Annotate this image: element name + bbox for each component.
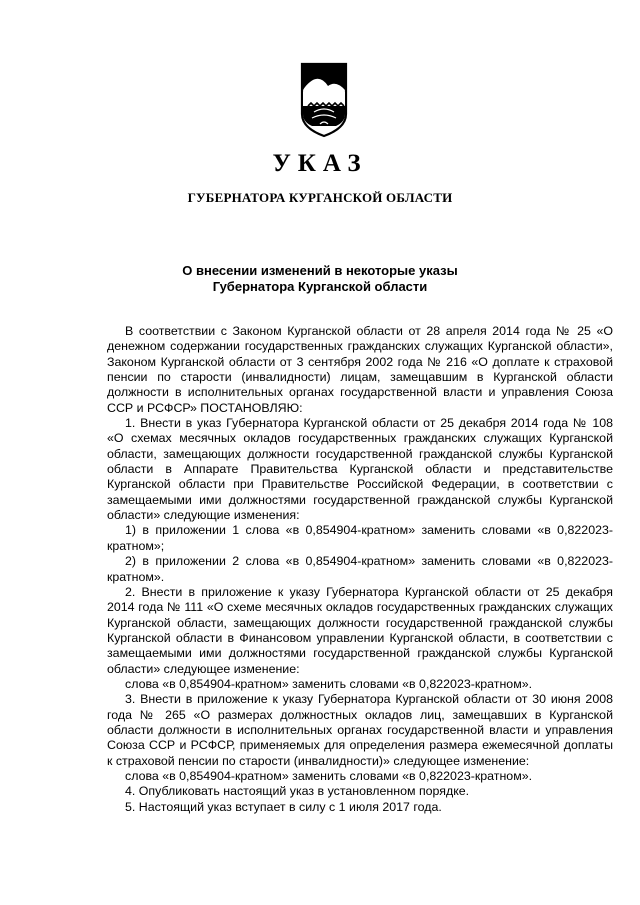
kurgan-coat-of-arms-icon [300, 62, 348, 138]
decree-heading [0, 263, 640, 295]
paragraph-2: 2. Внести в приложение к указу Губернатора Курганской области от 25 декабря 2014 года № 111 «О схеме месячных окладов государственных гражданских служащих Курганской области, замещающих должности государственной гражданской службы Курганской области в Финансовом управлении Курганской области, в соответствии с замещаемыми ими должностями государственной гражданской службы Курганской области» следующее изменение: [107, 584, 613, 676]
paragraph-3: 3. Внести в приложение к указу Губернатора Курганской области от 30 июня 2008 года № 265 «О размерах должностных окладов лиц, замещавших в Курганской области должности в исполнительных органах государственной власти и управления Союза ССР и РСФСР, применяемых для определения размера ежемесячной доплаты к страховой пенсии по старости (инвалидности)» следующее изменение: [107, 692, 613, 768]
paragraph-3-words: слова «в 0,854904-кратном» заменить словами «в 0,822023-кратном». [125, 768, 533, 783]
document-subtitle: ГУБЕРНАТОРА КУРГАНСКОЙ ОБЛАСТИ [187, 190, 453, 205]
paragraph-1-item-2: 2) в приложении 2 слова «в 0,854904-кратном» заменить словами «в 0,822023-кратном». [107, 554, 613, 584]
paragraph-5: 5. Настоящий указ вступает в силу с 1 июля 2017 года. [125, 799, 442, 814]
document-title: УКАЗ [272, 150, 368, 177]
heading-line-2: Губернатора Курганской области [212, 279, 428, 294]
paragraph-1-item-1: 1) в приложении 1 слова «в 0,854904-кратном» заменить словами «в 0,822023-кратном»; [107, 523, 613, 553]
paragraph-2-words: слова «в 0,854904-кратном» заменить словами «в 0,822023-кратном». [125, 676, 533, 691]
paragraph-4: 4. Опубликовать настоящий указ в установленном порядке. [125, 784, 470, 799]
decree-body [107, 324, 613, 815]
paragraph-1: 1. Внести в указ Губернатора Курганской области от 25 декабря 2014 года № 108 «О схемах месячных окладов государственных гражданских служащих Курганской области, замещающих должности государственной гражданской службы Курганской области в Аппарате Правительства Курганской области и представительстве Курганской области при Правительстве Российской Федерации, в соответствии с замещаемыми ими должностями государственной гражданской службы Курганской области» следующие изменения: [107, 416, 613, 523]
heading-line-1: О внесении изменений в некоторые указы [182, 263, 458, 278]
preamble-paragraph: В соответствии с Законом Курганской области от 28 апреля 2014 года № 25 «О денежном содержании государственных гражданских служащих Курганской области», Законом Курганской области от 3 сентября 2002 года № 216 «О доплате к страховой пенсии по старости (инвалидности) лицам, замещавшим в Курганской области должности в исполнительных органах государственной власти и управления Союза ССР и РСФСР» ПОСТАНОВЛЯЮ: [107, 324, 613, 415]
